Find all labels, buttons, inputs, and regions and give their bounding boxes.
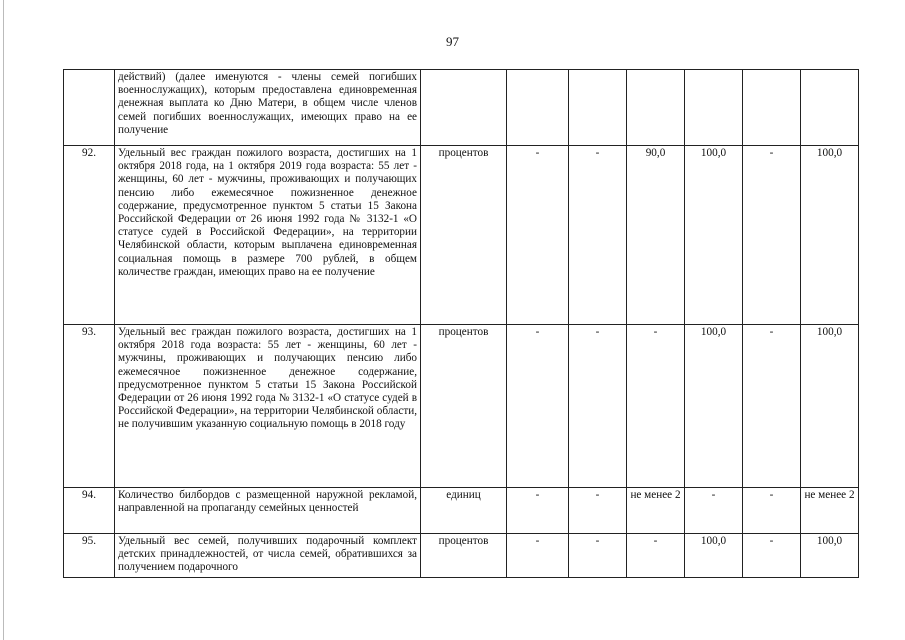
unit-cell: единиц [421,488,507,534]
value-cell: - [569,488,627,534]
value-cell [685,70,743,146]
value-cell: 100,0 [685,325,743,488]
indicator-description: Удельный вес граждан пожилого возраста, достигших на 1 октября 2018 года, на 1 октября 2019 года возраста: 55 лет - женщины, 60 лет - мужчины, проживающих и получающих пенсию либо ежемесячное пожизненное денежное содержание, предусмотренное пунктом 5 статьи 15 Закона Российской Федерации от 26 июня 1992 года № 3132-1 «О статусе судей в Российской Федерации», на территории Челябинской области, которым выплачена единовременная социальная помощь в размере 700 рублей, в общем количестве граждан, имеющих право на ее получение [115,146,421,325]
table-row [64,534,859,578]
unit-cell: процентов [421,534,507,578]
value-cell: не менее 2 [627,488,685,534]
indicators-table [63,69,859,578]
table-row [64,70,859,146]
value-cell: - [507,325,569,488]
unit-cell: процентов [421,146,507,325]
unit-cell [421,70,507,146]
table-row [64,325,859,488]
value-cell: - [627,534,685,578]
row-number: 93. [64,325,115,488]
indicator-description: Количество билбордов с размещенной наружной рекламой, направленной на пропаганду семейных ценностей [115,488,421,534]
value-cell: 100,0 [685,534,743,578]
value-cell: - [569,534,627,578]
value-cell: - [569,325,627,488]
row-number: 94. [64,488,115,534]
value-cell [507,70,569,146]
value-cell [627,70,685,146]
row-number: 92. [64,146,115,325]
value-cell: - [507,488,569,534]
value-cell [801,70,859,146]
table-row [64,488,859,534]
unit-cell: процентов [421,325,507,488]
value-cell [743,70,801,146]
value-cell: не менее 2 [801,488,859,534]
table-row [64,146,859,325]
value-cell: - [743,325,801,488]
row-number [64,70,115,146]
value-cell: - [685,488,743,534]
row-number: 95. [64,534,115,578]
value-cell: - [507,534,569,578]
value-cell [569,70,627,146]
value-cell: - [569,146,627,325]
value-cell: 100,0 [801,146,859,325]
value-cell: - [507,146,569,325]
value-cell: 100,0 [801,325,859,488]
page-number: 97 [446,34,459,49]
value-cell: - [743,488,801,534]
left-margin-rule [3,0,4,640]
indicator-description: действий) (далее именуются - члены семей погибших военнослужащих), которым предоставлена единовременная денежная выплата ко Дню Матери, в общем числе членов семей погибших военнослужащих, имеющих право на ее получение [115,70,421,146]
value-cell: - [743,146,801,325]
indicator-description: Удельный вес граждан пожилого возраста, достигших на 1 октября 2018 года возраста: 55 лет - женщины, 60 лет - мужчины, проживающих и получающих пенсию либо ежемесячное пожизненное денежное содержание, предусмотренное пунктом 5 статьи 15 Закона Российской Федерации от 26 июня 1992 года № 3132-1 «О статусе судей в Российской Федерации», на территории Челябинской области, не получившим указанную социальную помощь в 2018 году [115,325,421,488]
value-cell: 100,0 [801,534,859,578]
indicator-description: Удельный вес семей, получивших подарочный комплект детских принадлежностей, от числа семей, обратившихся за получением подарочного [115,534,421,578]
value-cell: 100,0 [685,146,743,325]
value-cell: 90,0 [627,146,685,325]
value-cell: - [627,325,685,488]
value-cell: - [743,534,801,578]
